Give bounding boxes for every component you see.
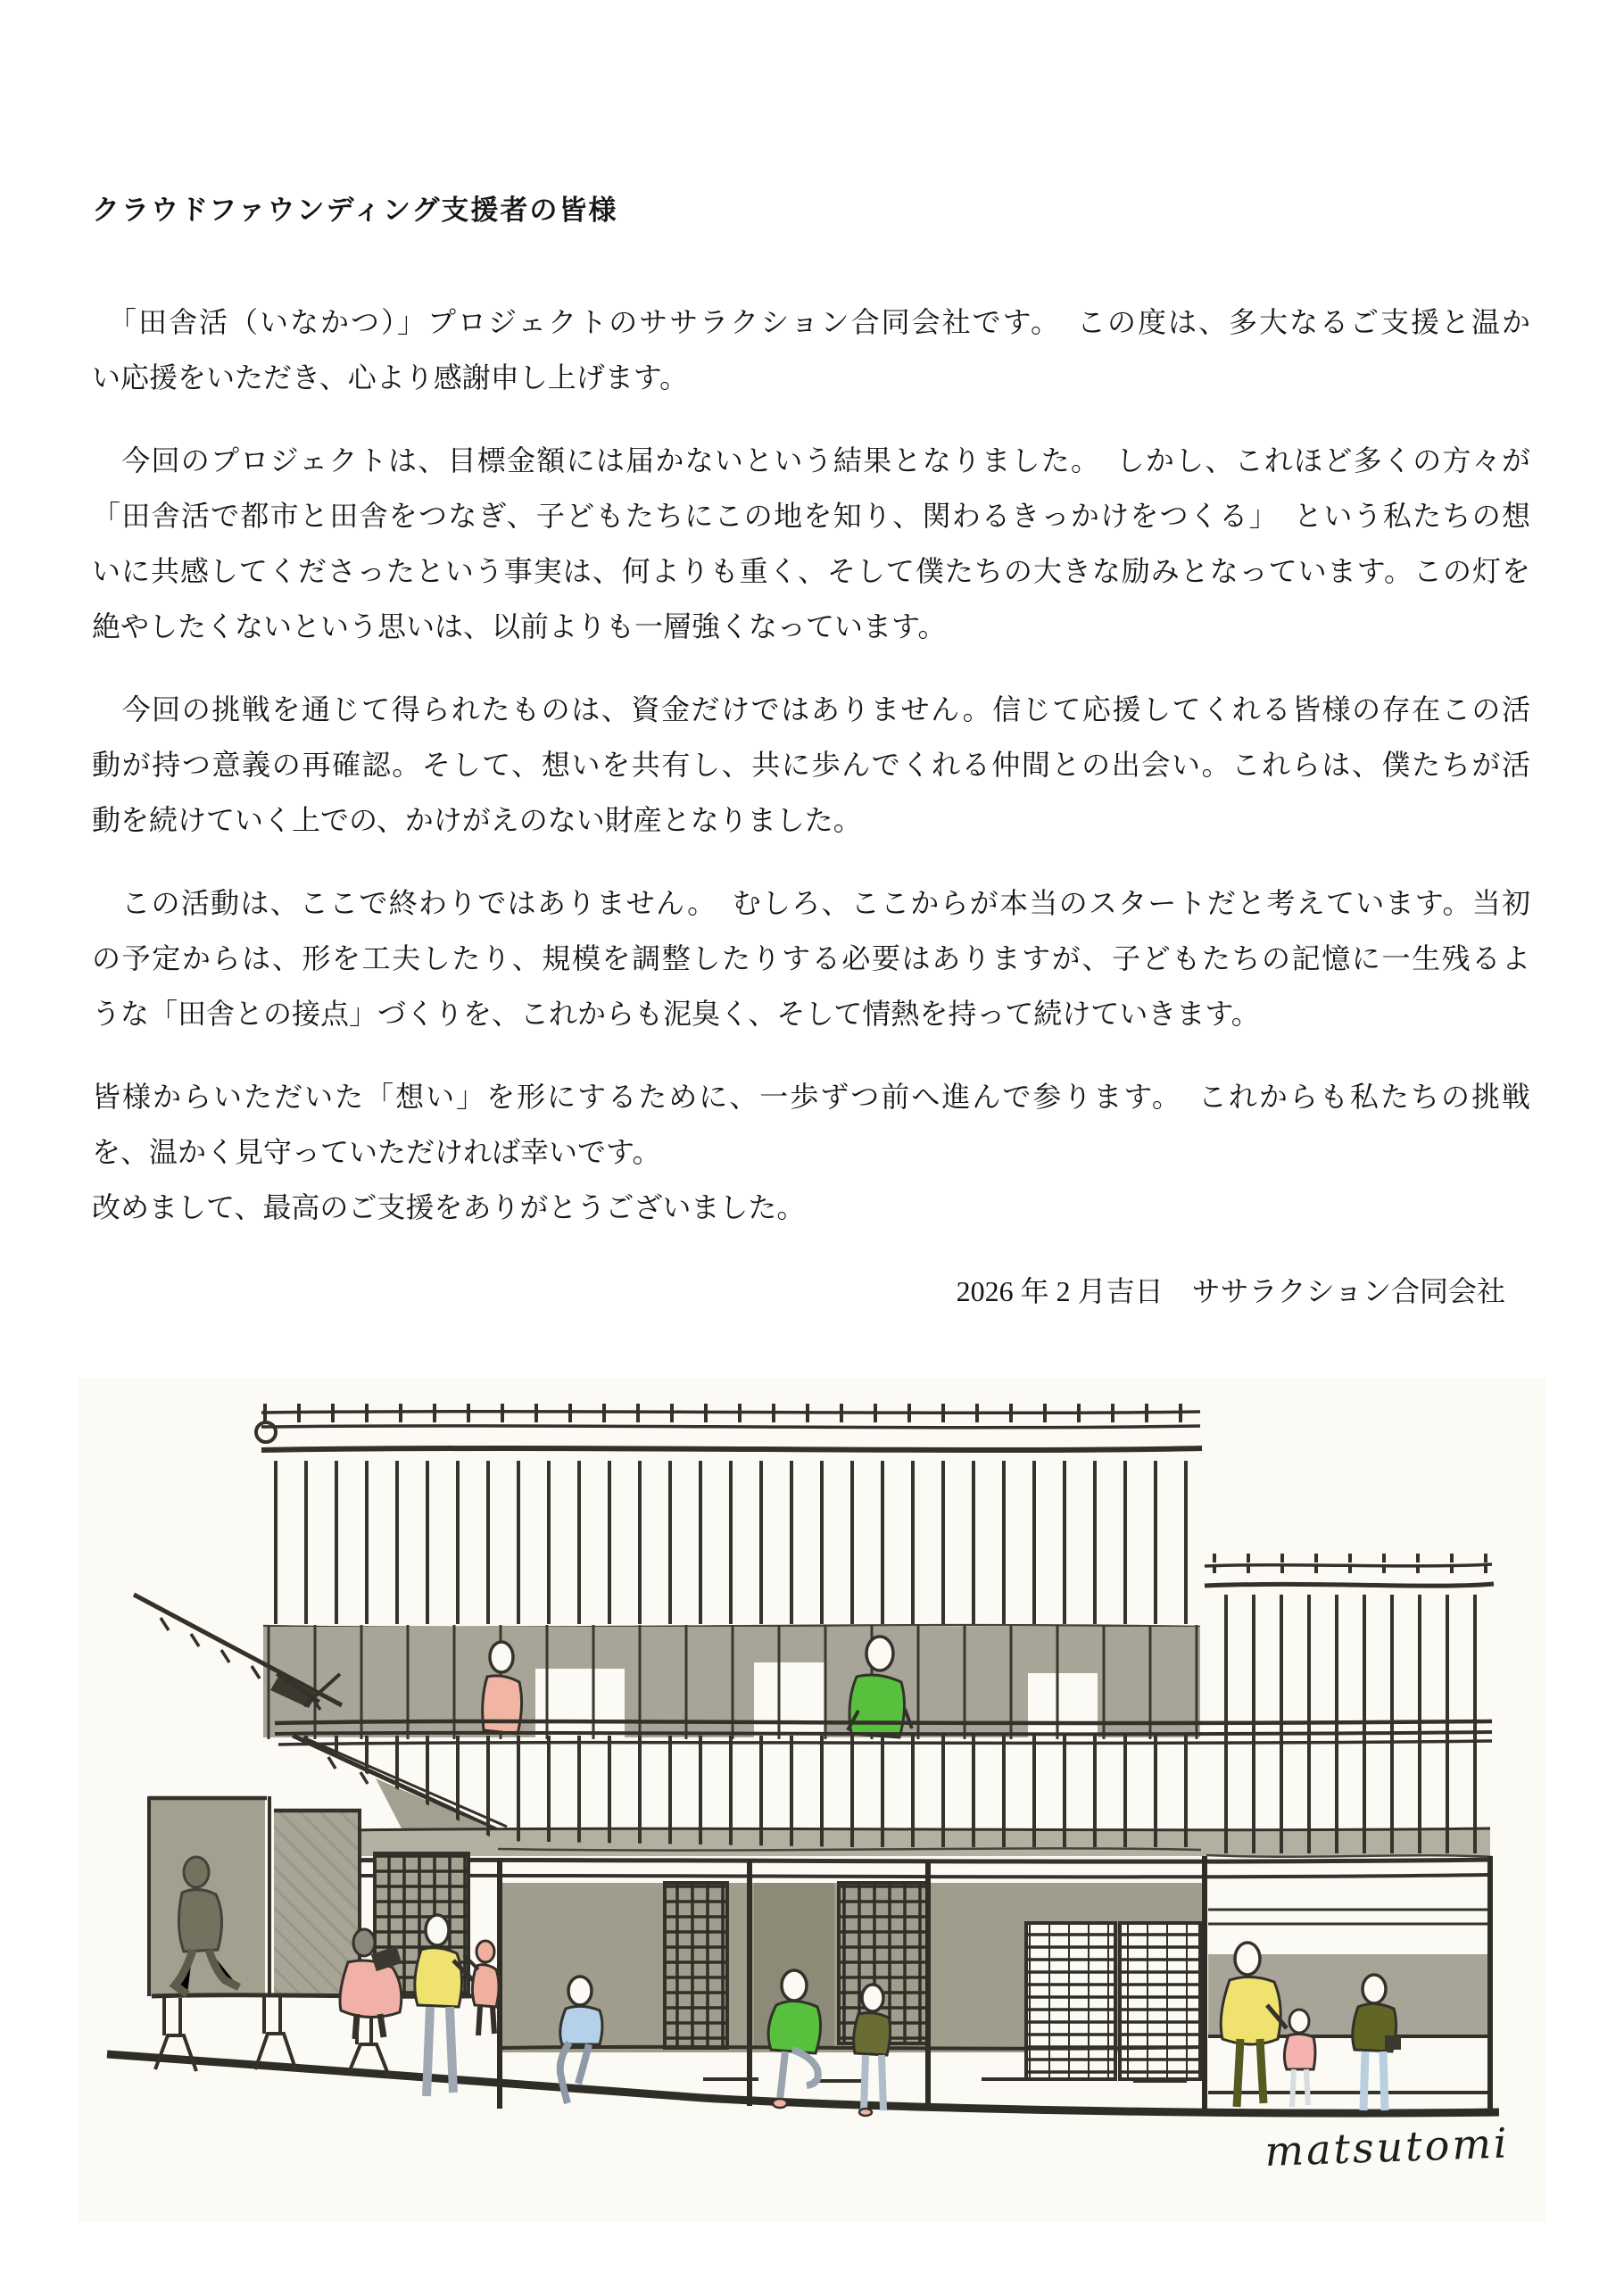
letter-line: 皆様からいただいた「想い」を形にするために、一歩ずつ前へ進んで参ります。 これからも私たちの挑戦: [92, 1081, 1530, 1113]
letter-line: 動が持つ意義の再確認。そして、想いを共有し、共に歩んでくれる仲間との出会い。これらは、僕たちが活: [92, 749, 1530, 781]
letter-line: 今回のプロジェクトは、目標金額には届かないという結果となりました。 しかし、これほど多くの方々が: [92, 444, 1530, 477]
letter-line: この活動は、ここで終わりではありません。 むしろ、ここからが本当のスタートだと考えています。当初: [92, 887, 1530, 919]
building-illustration: [79, 1379, 1545, 2235]
letter-line: 動を続けていく上での、かけがえのない財産となりました。: [92, 804, 862, 836]
letter-line: 「田舎活（いなかつ）」プロジェクトのササラクション合同会社です。 この度は、多大なるご支援と温か: [92, 306, 1530, 338]
letter-line: 今回の挑戦を通じて得られたものは、資金だけではありません。信じて応援してくれる皆様の存在この活: [92, 693, 1530, 725]
floor-edge: [500, 2047, 1203, 2049]
letter-body: [92, 189, 1530, 1319]
letter-line: うな「田舎との接点」づくりを、これからも泥臭く、そして情熱を持って続けていきます。: [92, 998, 1260, 1030]
letter-line: い応援をいただき、心より感謝申し上げます。: [92, 361, 689, 394]
right-slat-screen: [1205, 1554, 1494, 1857]
letter-line: 「田舎活で都市と田舎をつなぎ、子どもたちにこの地を知り、関わるきっかけをつくる」 という私たちの想: [92, 500, 1530, 532]
letter-paragraph: [92, 1069, 1530, 1235]
letter-paragraph: [92, 433, 1530, 654]
artist-signature: matsutomi: [1264, 2118, 1511, 2176]
letter-line: 絶やしたくないという思いは、以前よりも一層強くなっています。: [92, 610, 947, 642]
letter-line: を、温かく見守っていただければ幸いです。: [92, 1136, 661, 1168]
letter-line: の予定からは、形を工夫したり、規模を調整したりする必要はありますが、子どもたちの記憶に一生残るよ: [92, 942, 1530, 974]
letter-paragraph: [92, 682, 1530, 848]
letter-date-signature: 2026 年 2 月吉日 ササラクション合同会社: [956, 1275, 1505, 1307]
letter-title: クラウドファウンディング支援者の皆様: [92, 195, 618, 226]
letter-line: 改めまして、最高のご支援をありがとうございました。: [92, 1191, 806, 1223]
letter-paragraph: [92, 875, 1530, 1041]
letter-line: いに共感してくださったという事実は、何よりも重く、そして僕たちの大きな励みとなっています。この灯を: [92, 555, 1530, 587]
upper-slat-screen: [263, 1461, 1200, 1628]
letter-paragraph: [92, 294, 1530, 405]
